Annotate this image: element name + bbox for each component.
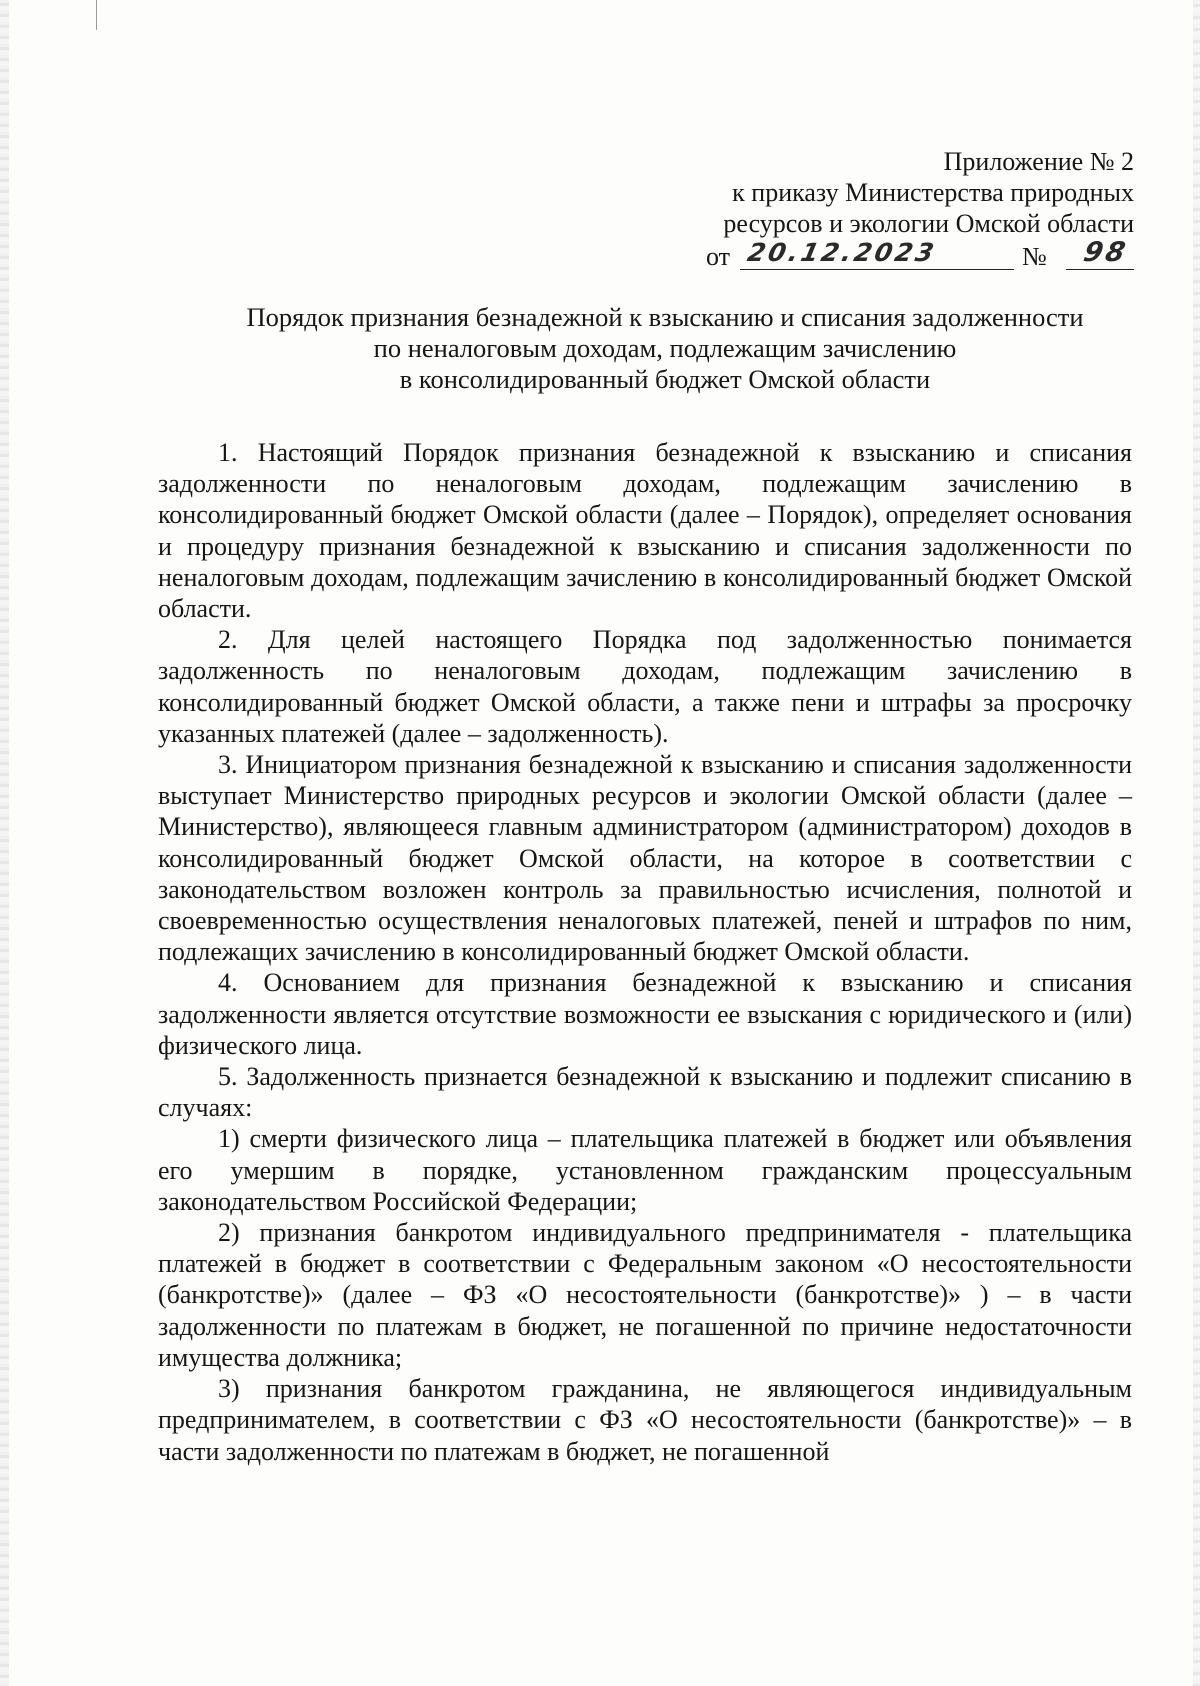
paragraph-2: 2. Для целей настоящего Порядка под задолженностью понимается задолженность по неналоговым доходам, подлежащим зачислению в консолидированный бюджет Омской области, а также пени и штрафы за просрочку указанных платежей (далее – задолженность). — [158, 625, 1132, 748]
document-title — [190, 302, 1140, 395]
title-line: по неналоговым доходам, подлежащим зачислению — [373, 333, 957, 363]
attachment-order-line: к приказу Министерства природных — [732, 178, 1134, 207]
number-label: № — [1022, 242, 1047, 271]
order-date-line — [574, 239, 1134, 273]
paragraph-3: 3. Инициатором признания безнадежной к взысканию и списания задолженности выступает Министерство природных ресурсов и экологии Омской области (далее – Министерство), являющееся главным администратором (администратором) доходов в консолидированный бюджет Омской области, на которое в соответствии с законодательством возложен контроль за правильностью исчисления, полнотой и своевременностью осуществления неналоговых платежей, пеней и штрафов по ним, подлежащих зачислению в консолидированный бюджет Омской области. — [158, 750, 1132, 967]
document-body — [158, 437, 1132, 1467]
handwritten-date: 20.12.2023 — [744, 238, 940, 267]
handwritten-number: 98 — [1080, 237, 1131, 268]
title-line: Порядок признания безнадежной к взысканию и списания задолженности — [246, 302, 1084, 332]
scan-edge-right — [1193, 0, 1200, 1686]
subparagraph-1: 1) смерти физического лица – плательщика платежей в бюджет или объявления его умершим в порядке, установленном гражданским процессуальным законодательством Российской Федерации; — [158, 1124, 1132, 1216]
attachment-number: Приложение № 2 — [943, 147, 1134, 176]
attachment-header — [574, 146, 1134, 273]
scan-mark — [96, 0, 97, 30]
from-label: от — [706, 242, 731, 271]
subparagraph-3: 3) признания банкротом гражданина, не являющегося индивидуальным предпринимателем, в соответствии с ФЗ «О несостоятельности (банкротстве)» – в части задолженности по платежам в бюджет, не погашенной — [158, 1374, 1132, 1466]
paragraph-4: 4. Основанием для признания безнадежной к взысканию и списания задолженности является отсутствие возможности ее взыскания с юридического и (или) физического лица. — [158, 968, 1132, 1060]
order-number-field — [1066, 239, 1134, 270]
attachment-ministry-line: ресурсов и экологии Омской области — [723, 209, 1134, 238]
title-line: в консолидированный бюджет Омской области — [399, 364, 931, 394]
paragraph-5: 5. Задолженность признается безнадежной к взысканию и подлежит списанию в случаях: — [158, 1062, 1132, 1123]
order-date-field — [740, 239, 1014, 270]
scan-edge-left — [0, 0, 9, 1686]
subparagraph-2: 2) признания банкротом индивидуального предпринимателя - плательщика платежей в бюджет в соответствии с Федеральным законом «О несостоятельности (банкротстве)» (далее – ФЗ «О несостоятельности (банкротстве)» ) – в части задолженности по платежам в бюджет, не погашенной по причине недостаточности имущества должника; — [158, 1218, 1132, 1372]
paragraph-1: 1. Настоящий Порядок признания безнадежной к взысканию и списания задолженности по неналоговым доходам, подлежащим зачислению в консолидированный бюджет Омской области (далее – Порядок), определяет основания и процедуру признания безнадежной к взысканию и списания задолженности по неналоговым доходам, подлежащим зачислению в консолидированный бюджет Омской области. — [158, 438, 1132, 624]
